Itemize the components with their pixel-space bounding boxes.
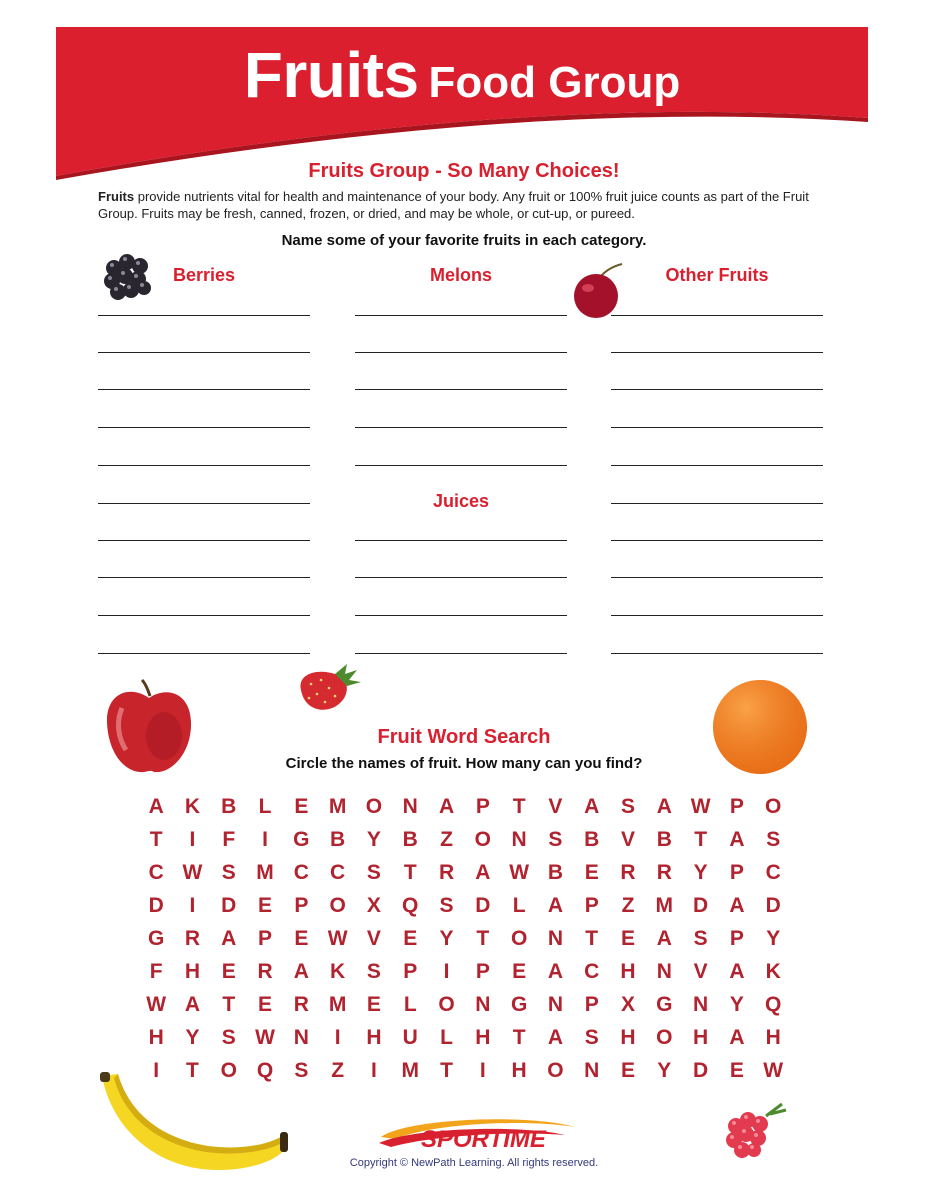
writing-line — [611, 615, 823, 616]
word-search-letter[interactable]: B — [221, 795, 237, 818]
word-search-letter[interactable]: O — [474, 828, 491, 851]
word-search-letter[interactable]: A — [729, 960, 745, 983]
page-title-bold: Fruits — [243, 39, 419, 111]
word-search-letter[interactable]: N — [584, 1059, 600, 1082]
word-search-letter[interactable]: I — [262, 828, 268, 851]
word-search-letter[interactable]: G — [293, 828, 310, 851]
writing-line — [611, 503, 823, 504]
word-search-letter[interactable]: E — [294, 795, 309, 818]
word-search-letter[interactable]: A — [148, 795, 164, 818]
word-search-letter[interactable]: H — [693, 1026, 709, 1049]
word-search-letter[interactable]: A — [547, 894, 563, 917]
word-search-letter[interactable]: E — [258, 993, 273, 1016]
word-search-letter[interactable]: C — [330, 861, 346, 884]
word-search-letter[interactable]: P — [729, 927, 744, 950]
word-search-letter[interactable]: A — [293, 960, 309, 983]
word-search-letter[interactable]: A — [221, 927, 237, 950]
word-search-letter[interactable]: D — [693, 1059, 709, 1082]
word-search-letter[interactable]: D — [148, 894, 164, 917]
word-search-letter[interactable]: E — [621, 1059, 636, 1082]
word-search-letter[interactable]: P — [584, 894, 599, 917]
word-search-letter[interactable]: H — [148, 1026, 164, 1049]
word-search-letter[interactable]: H — [366, 1026, 382, 1049]
word-search-letter[interactable]: H — [184, 960, 201, 983]
word-search-letter[interactable]: L — [258, 795, 272, 818]
writing-line — [98, 315, 310, 316]
word-search-letter[interactable]: S — [294, 1059, 309, 1082]
word-search-letter[interactable]: R — [293, 993, 309, 1016]
word-search-letter[interactable]: Y — [657, 1059, 672, 1082]
word-search-row — [138, 790, 791, 823]
writing-line — [611, 577, 823, 578]
section-heading: Fruits Group - So Many Choices! — [308, 160, 620, 182]
melons-heading: Melons — [429, 265, 492, 285]
word-search-letter[interactable]: T — [403, 861, 417, 884]
word-search-letter[interactable]: H — [765, 1026, 781, 1049]
word-search-letter[interactable]: O — [220, 1059, 237, 1082]
word-search-letter[interactable]: P — [584, 993, 599, 1016]
intro-bold-word: Fruits — [98, 189, 135, 204]
word-search-letter[interactable]: O — [329, 894, 346, 917]
word-search-letter[interactable]: A — [729, 828, 745, 851]
word-search-letter[interactable]: M — [328, 795, 347, 818]
cherry-icon — [572, 262, 626, 320]
word-search-letter[interactable]: Y — [766, 927, 781, 950]
word-search-letter[interactable]: T — [149, 828, 163, 851]
word-search-letter[interactable]: U — [402, 1026, 418, 1049]
word-search-letter[interactable]: F — [222, 828, 236, 851]
word-search-letter[interactable]: N — [547, 993, 563, 1016]
word-search-letter[interactable]: G — [510, 993, 528, 1016]
writing-line — [98, 503, 310, 504]
word-search-letter[interactable]: I — [334, 1026, 341, 1049]
word-search-letter[interactable]: S — [621, 795, 636, 818]
writing-line — [611, 465, 823, 466]
word-search-letter[interactable]: O — [656, 1026, 673, 1049]
word-search-letter[interactable]: R — [438, 861, 455, 884]
writing-line — [611, 540, 823, 541]
word-search-letter[interactable]: B — [330, 828, 346, 851]
writing-line — [611, 389, 823, 390]
word-search-letter[interactable]: B — [584, 828, 600, 851]
word-search-letter[interactable]: W — [763, 1059, 784, 1082]
writing-line — [611, 653, 823, 654]
word-search-letter[interactable]: A — [184, 993, 201, 1016]
word-search-letter[interactable]: R — [257, 960, 273, 983]
intro-paragraph — [98, 188, 838, 222]
word-search-letter[interactable]: I — [479, 1059, 486, 1082]
writing-line — [611, 352, 823, 353]
word-search-letter[interactable]: T — [694, 828, 708, 851]
word-search-letter[interactable]: L — [440, 1026, 453, 1049]
page-title — [56, 38, 868, 112]
word-search-letter[interactable]: S — [439, 894, 454, 917]
word-search-letter[interactable]: V — [548, 795, 563, 818]
word-search-letter[interactable]: N — [293, 1026, 309, 1049]
word-search-letter[interactable]: Y — [693, 861, 708, 884]
word-search-letter[interactable]: C — [148, 861, 164, 884]
word-search-letter[interactable]: Q — [765, 993, 782, 1016]
word-search-letter[interactable]: W — [327, 927, 348, 950]
word-search-letter[interactable]: M — [401, 1059, 419, 1082]
word-search-letter[interactable]: S — [366, 861, 381, 884]
word-search-letter[interactable]: H — [511, 1059, 527, 1082]
word-search-letter[interactable]: A — [438, 795, 455, 818]
word-search-letter[interactable]: R — [656, 861, 672, 884]
word-search-letter[interactable]: Z — [331, 1059, 345, 1082]
word-search-letter[interactable]: Q — [402, 894, 419, 917]
word-search-row — [138, 856, 791, 889]
writing-line — [98, 465, 310, 466]
word-search-letter[interactable]: S — [221, 861, 236, 884]
word-search-letter[interactable]: E — [512, 960, 527, 983]
juices-heading: Juices — [432, 491, 490, 511]
word-search-letter[interactable]: A — [729, 1026, 745, 1049]
word-search-letter[interactable]: A — [656, 927, 672, 950]
berries-heading: Berries — [172, 265, 236, 285]
word-search-letter[interactable]: M — [328, 993, 347, 1016]
word-search-letter[interactable]: P — [475, 960, 490, 983]
copyright-notice: Copyright © NewPath Learning. All rights reserved. — [349, 1157, 599, 1169]
word-search-letter[interactable]: E — [221, 960, 236, 983]
writing-line — [611, 315, 823, 316]
word-search-letter[interactable]: E — [621, 927, 636, 950]
word-search-letter[interactable]: S — [584, 1026, 599, 1049]
word-search-letter[interactable]: P — [294, 894, 309, 917]
word-search-row — [138, 1021, 791, 1054]
word-search-letter[interactable]: E — [729, 1059, 744, 1082]
word-search-row — [138, 955, 791, 988]
word-search-letter[interactable]: N — [475, 993, 491, 1016]
word-search-letter[interactable]: N — [547, 927, 563, 950]
word-search-letter[interactable]: L — [403, 993, 417, 1016]
word-search-letter[interactable]: Q — [256, 1059, 274, 1082]
word-search-letter[interactable]: L — [512, 894, 526, 917]
word-search-letter[interactable]: P — [403, 960, 418, 983]
word-search-letter[interactable]: X — [621, 993, 636, 1016]
word-search-row — [138, 922, 791, 955]
strawberry-icon — [295, 660, 365, 716]
word-search-letter[interactable]: G — [147, 927, 165, 950]
word-search-row — [138, 1054, 791, 1087]
word-search-letter[interactable]: N — [402, 795, 418, 818]
word-search-letter[interactable]: P — [258, 927, 273, 950]
word-search-letter[interactable]: S — [693, 927, 708, 950]
word-search-letter[interactable]: O — [510, 927, 528, 950]
word-search-letter[interactable]: Z — [440, 828, 453, 851]
word-search-letter[interactable]: T — [440, 1059, 453, 1082]
writing-line — [98, 540, 310, 541]
word-search-grid — [138, 790, 791, 1087]
word-search-letter[interactable]: O — [438, 993, 455, 1016]
word-search-letter[interactable]: O — [365, 795, 383, 818]
word-search-letter[interactable]: D — [221, 894, 237, 917]
word-search-letter[interactable]: Y — [729, 993, 744, 1016]
word-search-letter[interactable]: K — [184, 795, 201, 818]
word-search-letter[interactable]: M — [256, 861, 274, 884]
word-search-letter[interactable]: Y — [439, 927, 454, 950]
writing-line — [355, 427, 567, 428]
word-search-letter[interactable]: C — [293, 861, 309, 884]
writing-line — [98, 389, 310, 390]
writing-line — [611, 427, 823, 428]
word-search-letter[interactable]: Y — [366, 828, 381, 851]
word-search-letter[interactable]: D — [693, 894, 709, 917]
word-search-letter[interactable]: E — [403, 927, 418, 950]
word-search-letter[interactable]: V — [621, 828, 636, 851]
word-search-letter[interactable]: K — [765, 960, 781, 983]
other-fruits-heading: Other Fruits — [665, 265, 769, 285]
word-search-letter[interactable]: B — [402, 828, 418, 851]
word-search-letter[interactable]: E — [258, 894, 273, 917]
word-search-title: Fruit Word Search — [377, 726, 551, 748]
word-search-letter[interactable]: N — [693, 993, 709, 1016]
raspberry-icon — [722, 1102, 794, 1164]
writing-line — [355, 315, 567, 316]
word-search-row — [138, 823, 791, 856]
writing-line — [355, 465, 567, 466]
writing-line — [355, 352, 567, 353]
word-search-letter[interactable]: P — [729, 861, 744, 884]
word-search-letter[interactable]: S — [221, 1026, 236, 1049]
word-search-letter[interactable]: I — [443, 960, 450, 983]
word-search-letter[interactable]: W — [146, 993, 167, 1016]
word-search-letter[interactable]: N — [656, 960, 672, 983]
word-search-letter[interactable]: A — [729, 894, 745, 917]
word-search-letter[interactable]: E — [584, 861, 599, 884]
word-search-letter[interactable]: B — [547, 861, 563, 884]
word-search-letter[interactable]: R — [184, 927, 201, 950]
word-search-letter[interactable]: W — [255, 1026, 275, 1049]
writing-line — [355, 577, 567, 578]
word-search-letter[interactable]: D — [765, 894, 781, 917]
word-search-row — [138, 988, 791, 1021]
word-search-letter[interactable]: C — [584, 960, 600, 983]
word-search-letter[interactable]: I — [153, 1059, 160, 1082]
word-search-letter[interactable]: W — [509, 861, 530, 884]
word-search-letter[interactable]: I — [189, 828, 196, 851]
word-search-letter[interactable]: X — [366, 894, 381, 917]
word-search-letter[interactable]: G — [656, 993, 673, 1016]
word-search-letter[interactable]: A — [656, 795, 672, 818]
word-search-letter[interactable]: H — [620, 960, 636, 983]
word-search-letter[interactable]: E — [366, 993, 381, 1016]
writing-line — [98, 615, 310, 616]
category-instruction: Name some of your favorite fruits in each category. — [281, 232, 647, 249]
word-search-letter[interactable]: P — [475, 795, 490, 818]
word-search-letter[interactable]: H — [475, 1026, 491, 1049]
word-search-letter[interactable]: A — [584, 795, 600, 818]
writing-line — [355, 615, 567, 616]
blackberry-icon — [100, 250, 156, 304]
sportime-logo — [375, 1115, 580, 1155]
word-search-letter[interactable]: T — [512, 1026, 526, 1049]
word-search-letter[interactable]: C — [765, 861, 781, 884]
word-search-letter[interactable]: K — [330, 960, 346, 983]
word-search-letter[interactable]: V — [366, 927, 381, 950]
word-search-letter[interactable]: S — [366, 960, 381, 983]
word-search-letter[interactable]: A — [547, 960, 563, 983]
word-search-letter[interactable]: T — [222, 993, 236, 1016]
writing-line — [355, 653, 567, 654]
word-search-letter[interactable]: E — [294, 927, 309, 950]
word-search-letter[interactable]: S — [766, 828, 781, 851]
writing-line — [355, 540, 567, 541]
word-search-letter[interactable]: M — [655, 894, 674, 917]
word-search-letter[interactable]: W — [182, 861, 203, 884]
word-search-letter[interactable]: Z — [621, 894, 635, 917]
word-search-letter[interactable]: I — [189, 894, 196, 917]
word-search-letter[interactable]: D — [475, 894, 491, 917]
word-search-letter[interactable]: A — [547, 1026, 563, 1049]
word-search-instruction: Circle the names of fruit. How many can you find? — [285, 755, 643, 772]
writing-line — [98, 577, 310, 578]
page-title-rest: Food Group — [428, 58, 681, 107]
writing-line — [98, 427, 310, 428]
word-search-letter[interactable]: B — [656, 828, 672, 851]
word-search-letter[interactable]: N — [511, 828, 527, 851]
word-search-letter[interactable]: W — [690, 795, 711, 818]
writing-line — [98, 653, 310, 654]
writing-line — [98, 352, 310, 353]
writing-line — [355, 389, 567, 390]
word-search-letter[interactable]: F — [149, 960, 163, 983]
word-search-letter[interactable]: R — [620, 861, 636, 884]
word-search-letter[interactable]: P — [729, 795, 744, 818]
word-search-letter[interactable]: Y — [185, 1026, 200, 1049]
word-search-letter[interactable]: A — [475, 861, 491, 884]
word-search-letter[interactable]: T — [585, 927, 599, 950]
word-search-letter[interactable]: I — [371, 1059, 377, 1082]
word-search-letter[interactable]: T — [186, 1059, 199, 1082]
intro-text: provide nutrients vital for health and maintenance of your body. Any fruit or 100% fruit juice counts as part of the Fruit Group. Fruits may be fresh, canned, frozen, or dried, and may be whole, or cut-up, or pureed. — [98, 189, 809, 221]
word-search-letter[interactable]: T — [512, 795, 526, 818]
word-search-letter[interactable]: H — [620, 1026, 636, 1049]
word-search-letter[interactable]: O — [547, 1059, 564, 1082]
word-search-row — [138, 889, 791, 922]
word-search-letter[interactable]: T — [476, 927, 490, 950]
word-search-letter[interactable]: V — [693, 960, 708, 983]
sportime-logo-text: SPORTIME — [421, 1126, 546, 1153]
word-search-letter[interactable]: S — [548, 828, 563, 851]
word-search-letter[interactable]: O — [765, 795, 782, 818]
